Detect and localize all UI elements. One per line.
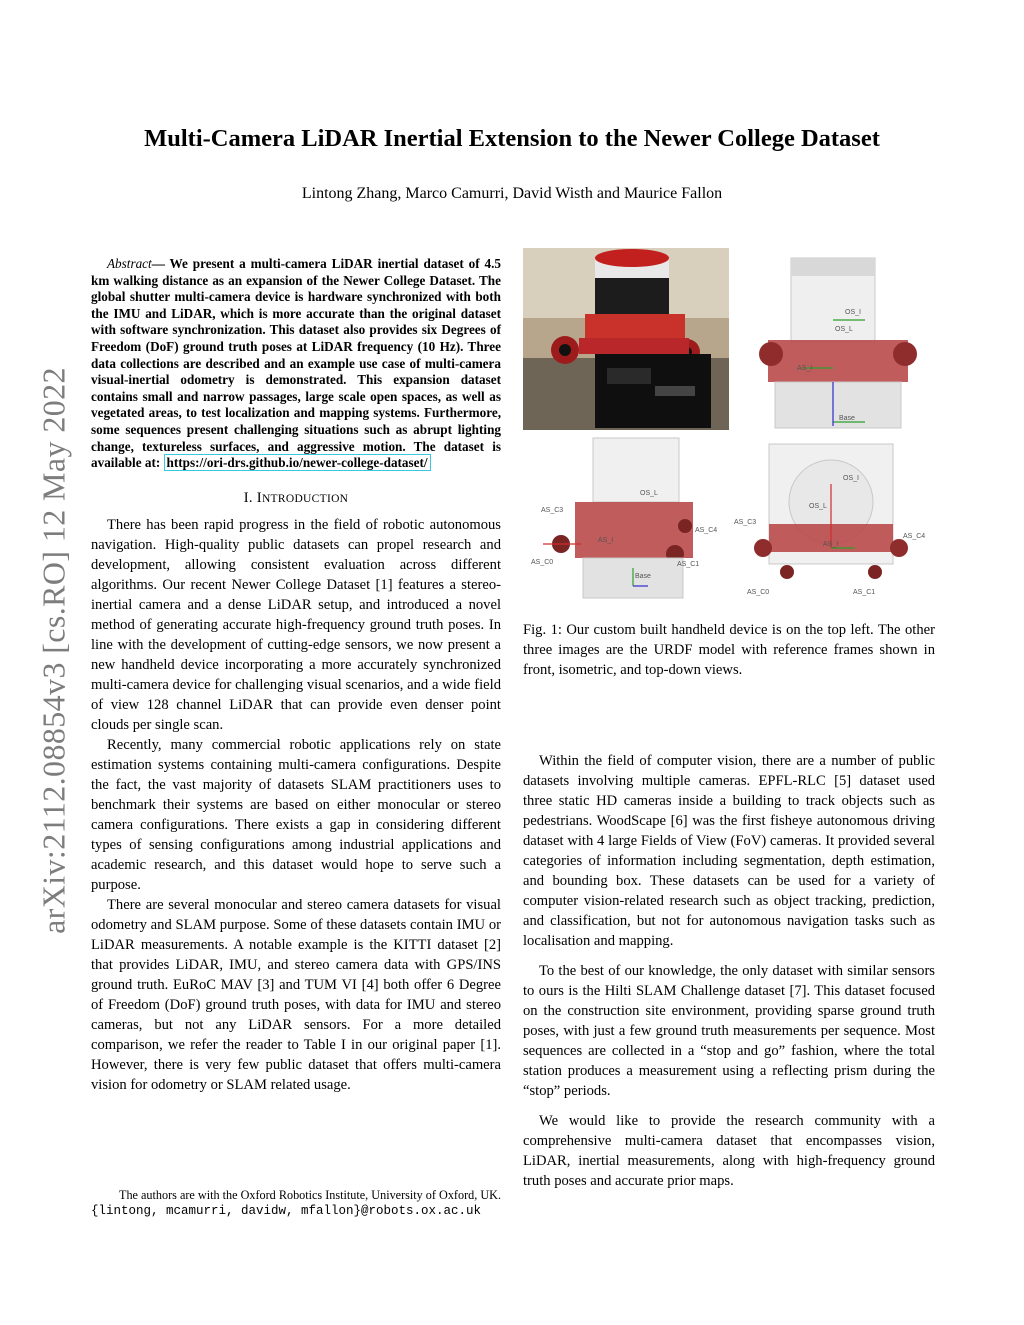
figure-caption — [523, 620, 935, 680]
figure-1 — [523, 248, 935, 608]
label-as-c4-top: AS_C4 — [903, 533, 926, 540]
section-number: I. — [243, 489, 253, 506]
label-os-i-top: OS_I — [843, 475, 859, 482]
abstract-text: We present a multi-camera LiDAR inertial dataset of 4.5 km walking distance as an expansion of the Newer College Dataset. The global shutter multi-camera device is hardware synchronized with both the IMU and LiDAR, which is more accurate than the original dataset with software synchronization. This dataset also provides six Degrees of Freedom (DoF) ground truth poses at LiDAR frequency (10 Hz). Three data collections are described and an example use case of multi-camera visual-inertial odometry is demonstrated. This expansion dataset contains small and narrow passages, large scale open spaces, as well as vegetated areas, to test localization and mapping systems. Furthermore, some sequences present challenging situations such as abrupt lighting change, textureless surfaces, and aggressive motion. The dataset is available at: — [91, 256, 501, 471]
label-as-c4-iso: AS_C4 — [695, 527, 718, 534]
label-os-l-front: OS_L — [835, 326, 853, 333]
intro-paragraph-3: There are several monocular and stereo camera datasets for visual odometry and SLAM purpose. Some of these datasets contain IMU or LiDAR measurements. A notable example is the KITTI dataset [2] that provides LiDAR, IMU, and stereo camera data with GPS/INS ground truth. EuRoC MAV [3] and TUM VI [4] both offer 6 Degree of Freedom (DoF) ground truth poses, with data for IMU and stereo cameras, but not any LiDAR sensors. For a more detailed comparison, we refer the reader to Table I in our original paper [1]. However, there is very few public dataset that offers multi-camera vision for odometry or SLAM related usage. — [91, 896, 501, 1093]
intro-paragraph-2: Recently, many commercial robotic applications rely on state estimation systems containing multi-camera configurations. Despite the fact, the vast majority of datasets SLAM practitioners uses to benchmark their systems are based on either monocular or stereo camera configurations. There exists a gap in considering different types of sensing configurations among industrial applications and academic research, and this dataset would hope to serve such a purpose. — [91, 736, 501, 893]
footnote — [91, 1188, 501, 1219]
author-list: Lintong Zhang, Marco Camurri, David Wisth and Maurice Fallon — [301, 185, 723, 202]
footnote-text: The authors are with the Oxford Robotics Institute, University of Oxford, UK. — [119, 1188, 501, 1202]
intro-paragraph-1: There has been rapid progress in the field of robotic autonomous navigation. High-quality public datasets can propel research and development, allowing consistent evaluation across different algorithms. Our recent Newer College Dataset [1] features a stereo-inertial camera and a dense LiDAR setup, and introduced a novel method of generating accurate high-frequency ground truth poses. In line with the development of cutting-edge sensors, we now present a new handheld device incorporating a more accurately synchronized multi-camera device for challenging visual scenarios, and a wide field of view 128 channel LiDAR that can provide even denser point clouds per single scan. — [91, 516, 501, 733]
label-as-c0-iso: AS_C0 — [531, 559, 554, 566]
section-heading-introduction — [91, 488, 501, 509]
label-as-i-iso: AS_I — [598, 537, 614, 544]
label-as-c0-top: AS_C0 — [747, 589, 770, 596]
paper-title: Multi-Camera LiDAR Inertial Extension to the Newer College Dataset — [144, 125, 880, 152]
label-as-c3-top: AS_C3 — [734, 519, 757, 526]
label-as-i-front: AS_I — [797, 365, 813, 372]
label-as-c3-iso: AS_C3 — [541, 507, 564, 514]
section-title-first: I — [256, 489, 262, 506]
dataset-link[interactable]: https://ori-drs.github.io/newer-college-dataset/ — [164, 454, 431, 471]
label-os-l-top: OS_L — [809, 503, 827, 510]
right-paragraph-3: We would like to provide the research community with a comprehensive multi-camera dataset that encompasses vision, LiDAR, inertial measurements, along with high-frequency ground truth poses and accurate prior maps. — [523, 1113, 935, 1189]
caption-text: Fig. 1: Our custom built handheld device is on the top left. The other three images are the URDF model with reference frames shown in front, isometric, and top-down views. — [523, 622, 935, 678]
abstract-label: Abstract — [107, 256, 152, 271]
abstract-dash: — — [151, 256, 170, 271]
urdf-isometric-view — [543, 438, 693, 598]
right-paragraph-1: Within the field of computer vision, there are a number of public datasets involving multiple cameras. EPFL-RLC [5] dataset used three static HD cameras inside a building to track objects such as pedestrians. WoodScape [6] was the first fisheye autonomous driving dataset with 4 large Fields of View (FoV) cameras. It provided several categories of information including segmentation, depth estimation, and bounding box. These datasets can be used for a variety of computer vision-related research such as object tracking, prediction, and classification, but not for autonomous navigation tasks such as localisation and mapping. — [523, 753, 935, 949]
label-as-i-top: AS_I — [823, 541, 839, 548]
label-base-front: Base — [839, 415, 855, 422]
abstract — [91, 256, 501, 472]
label-os-i-front: OS_I — [845, 309, 861, 316]
label-os-l-iso: OS_L — [640, 490, 658, 497]
urdf-front-view — [759, 258, 917, 428]
footnote-emails: {lintong, mcamurri, davidw, mfallon}@robots.ox.ac.uk — [91, 1204, 482, 1218]
device-photo — [523, 248, 729, 430]
right-paragraph-2: To the best of our knowledge, the only dataset with similar sensors to ours is the Hilti SLAM Challenge dataset [7]. This dataset focused on the construction site environment, providing sparse ground truth poses, with just a few ground truth measurements per sequence. Most sequences are collected in a “stop and go” fashion, where the total station produces a measurement using a reflecting prism during the “stop” periods. — [523, 963, 935, 1099]
label-as-c1-iso: AS_C1 — [677, 561, 700, 568]
left-column — [91, 256, 501, 1095]
label-base-iso: Base — [635, 573, 651, 580]
right-column-text — [523, 751, 935, 1191]
label-as-c1-top: AS_C1 — [853, 589, 876, 596]
section-title-rest: NTRODUCTION — [261, 492, 349, 505]
arxiv-side-label: arXiv:2112.08854v3 [cs.RO] 12 May 2022 — [35, 367, 72, 934]
urdf-top-view — [754, 444, 908, 579]
